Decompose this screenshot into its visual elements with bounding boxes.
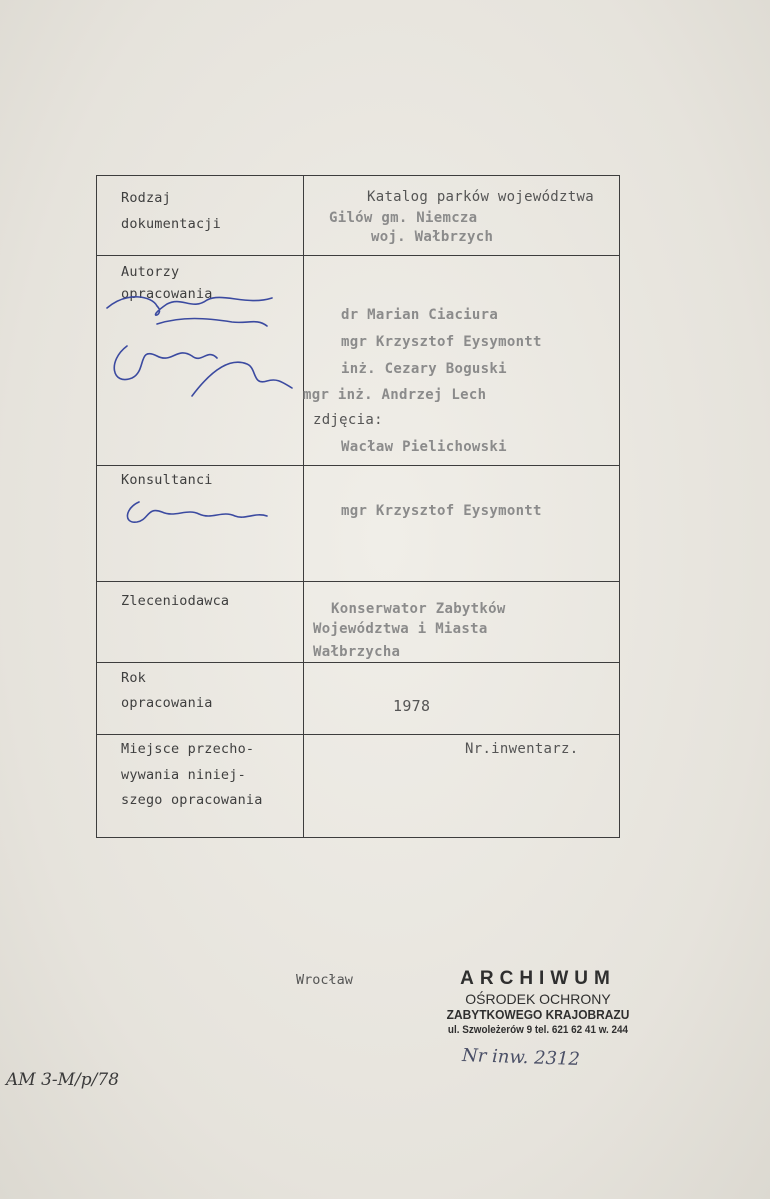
label-storage-place: wywania niniej- [121,767,246,783]
value-catalog-place: Gilów gm. Niemcza [329,210,478,226]
margin-handwritten-note: AM 3-M/p/78 [6,1070,120,1090]
handwritten-inventory-number: Nr inw. 2312 [461,1044,581,1071]
label-documentation-type: Rodzaj [121,190,171,206]
stamp-line: OŚRODEK OCHRONY [465,991,611,1007]
client-line: Konserwator Zabytków [331,601,506,617]
documentation-table [96,175,620,838]
city-name: Wrocław [296,972,353,988]
label-year: Rok [121,670,146,686]
label-documentation-type: dokumentacji [121,216,221,232]
author-name: inż. Cezary Boguski [341,361,507,377]
photos-label: zdjęcia: [313,412,383,428]
authors-signatures [97,286,297,416]
label-storage-place: Miejsce przecho- [121,741,255,757]
stamp-title: ARCHIWUM [460,968,616,989]
inventory-number-label: Nr.inwentarz. [465,741,579,757]
label-client: Zleceniodawca [121,593,230,609]
client-line: Województwa i Miasta [313,621,488,637]
label-authors: opracowania [121,286,213,302]
label-year: opracowania [121,695,213,711]
row-divider [97,734,619,735]
label-consultants: Konsultanci [121,472,213,488]
row-divider [97,255,619,256]
row-divider [97,662,619,663]
value-catalog-title: Katalog parków województwa [367,189,594,205]
photographer-name: Wacław Pielichowski [341,439,507,455]
year-value: 1978 [393,697,431,715]
label-storage-place: szego opracowania [121,792,263,808]
consultant-name: mgr Krzysztof Eysymontt [341,503,542,519]
row-divider [97,465,619,466]
column-divider [303,176,304,837]
value-catalog-region: woj. Wałbrzych [371,229,494,245]
stamp-address: ul. Szwoleżerów 9 tel. 621 62 41 w. 244 [447,1024,629,1036]
author-name: dr Marian Ciaciura [341,307,499,323]
client-line: Wałbrzycha [313,644,401,660]
author-name: mgr Krzysztof Eysymontt [341,334,542,350]
stamp-line: ZABYTKOWEGO KRAJOBRAZU [446,1007,630,1022]
author-name: mgr inż. Andrzej Lech [303,387,487,403]
row-divider [97,581,619,582]
label-authors: Autorzy [121,264,180,280]
consultant-signature [117,496,277,530]
archive-stamp [418,968,658,1036]
